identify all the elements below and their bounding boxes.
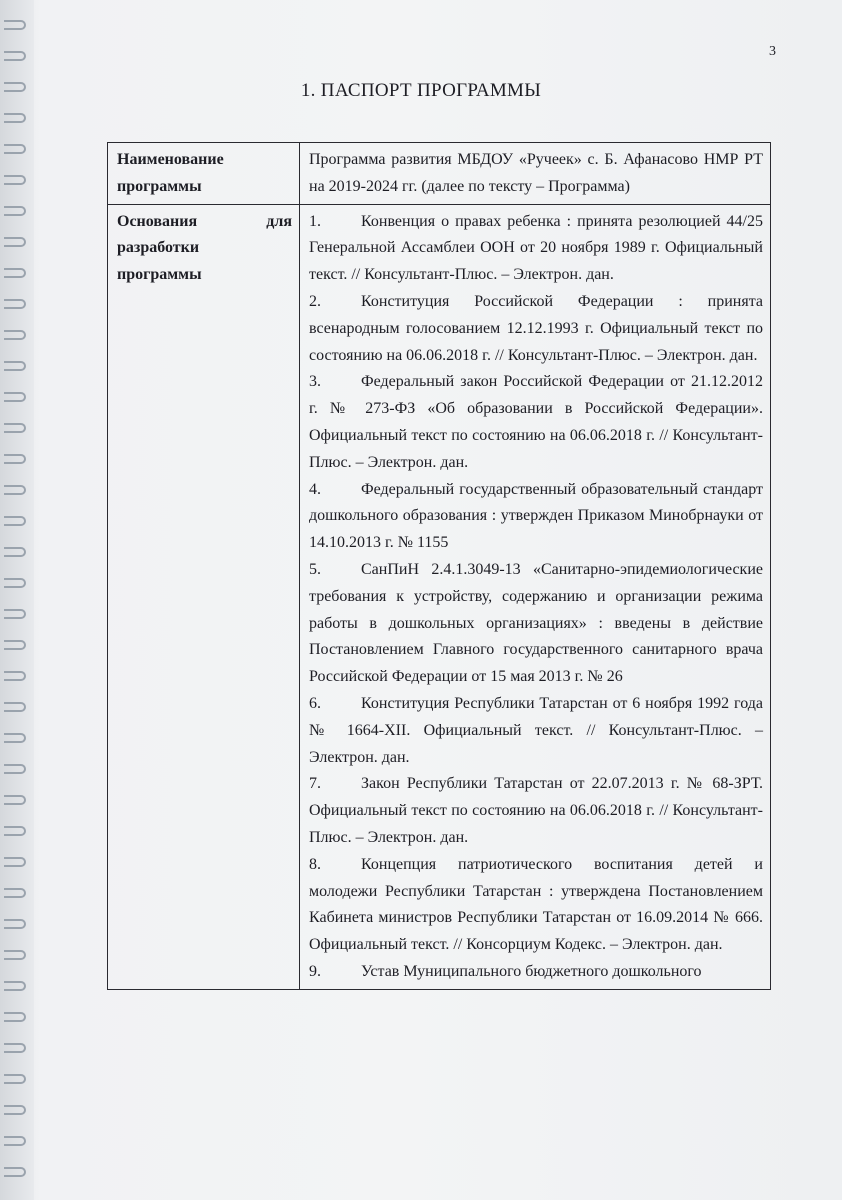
binding-ring <box>4 547 26 557</box>
binding-ring <box>4 206 26 216</box>
binding-ring <box>4 888 26 898</box>
binding-ring <box>4 330 26 340</box>
label-line: разработки <box>117 239 200 257</box>
section-title <box>0 80 842 102</box>
label-line: программы <box>117 266 202 284</box>
section-number: 1. <box>300 80 316 101</box>
program-passport-table <box>107 142 771 990</box>
binding-ring <box>4 950 26 960</box>
binding-ring <box>4 237 26 247</box>
binding-ring <box>4 795 26 805</box>
list-item: 1. Конвенция о правах ребенка : принята резолюцией 44/25 Генеральной Ассамблеи ООН от 20 ноября 1989 г. Официальный текст. // Консультант-Плюс. – Электрон. дан. <box>309 212 763 284</box>
binding-ring <box>4 1043 26 1053</box>
binding-ring <box>4 516 26 526</box>
binding-ring <box>4 361 26 371</box>
binding-ring <box>4 485 26 495</box>
binding-ring <box>4 175 26 185</box>
grounds-list <box>300 204 771 989</box>
binding-ring <box>4 764 26 774</box>
binding-ring <box>4 1136 26 1146</box>
label-line: Наименование <box>117 151 224 168</box>
binding-ring <box>4 423 26 433</box>
binding-ring <box>4 733 26 743</box>
page-number: 3 <box>769 44 776 59</box>
list-item: 8. Концепция патриотического воспитания детей и молодежи Республики Татарстан : утверждена Постановлением Кабинета министров Республики Татарстан от 16.09.2014 № 666. Официальный текст. // Консорциум Кодекс. – Электрон. дан. <box>309 855 763 954</box>
list-item: 3. Федеральный закон Российской Федерации от 21.12.2012 г. № 273-ФЗ «Об образовании в Российской Федерации». Официальный текст по состоянию на 06.06.2018 г. // Консультант-Плюс. – Электрон. дан. <box>309 373 763 471</box>
binding-ring <box>4 702 26 712</box>
binding-ring <box>4 640 26 650</box>
binding-ring <box>4 1012 26 1022</box>
list-item: 9. Устав Муниципального бюджетного дошкольного <box>309 962 702 980</box>
list-item: 4. Федеральный государственный образовательный стандарт дошкольного образования : утвержден Приказом Минобрнауки от 14.10.2013 г. № 1155 <box>309 480 763 552</box>
list-item: 6. Конституция Республики Татарстан от 6 ноября 1992 года № 1664-XII. Официальный текст. // Консультант-Плюс. – Электрон. дан. <box>309 694 763 766</box>
binding-ring <box>4 1167 26 1177</box>
table-row-program-name <box>108 143 771 205</box>
label-line: Основания для <box>117 212 292 230</box>
binding-ring <box>4 981 26 991</box>
list-item: 2. Конституция Российской Федерации : принята всенародным голосованием 12.12.1993 г. Официальный текст по состоянию на 06.06.2018 г. // Консультант-Плюс. – Электрон. дан. <box>309 292 763 364</box>
binding-ring <box>4 113 26 123</box>
binding-ring <box>4 392 26 402</box>
binding-ring <box>4 1074 26 1084</box>
list-item: 5. СанПиН 2.4.1.3049-13 «Санитарно-эпидемиологические требования к устройству, содержанию и организации режима работы в дошкольных организациях» : введены в действие Постановлением Главного государственного санитарного врача Российской Федерации от 15 мая 2013 г. № 26 <box>309 560 763 686</box>
binding-ring <box>4 144 26 154</box>
binding-ring <box>4 20 26 30</box>
binding-ring <box>4 578 26 588</box>
binding-ring <box>4 919 26 929</box>
binding-ring <box>4 609 26 619</box>
binding-ring <box>4 857 26 867</box>
value-program-name: Программа развития МБДОУ «Ручеек» с. Б. Афанасово НМР РТ на 2019-2024 гг. (далее по тексту – Программа) <box>300 143 771 205</box>
section-heading: ПАСПОРТ ПРОГРАММЫ <box>320 80 542 101</box>
binding-ring <box>4 51 26 61</box>
binding-ring <box>4 454 26 464</box>
label-grounds <box>108 204 300 989</box>
list-item: 7. Закон Республики Татарстан от 22.07.2013 г. № 68-ЗРТ. Официальный текст по состоянию на 06.06.2018 г. // Консультант-Плюс. – Электрон. дан. <box>309 775 763 846</box>
binding-ring <box>4 299 26 309</box>
table-row-grounds <box>108 204 771 989</box>
label-program-name <box>108 143 300 205</box>
label-line: программы <box>117 177 202 195</box>
binding-ring <box>4 826 26 836</box>
binding-ring <box>4 1105 26 1115</box>
binding-ring <box>4 268 26 278</box>
binding-ring <box>4 671 26 681</box>
